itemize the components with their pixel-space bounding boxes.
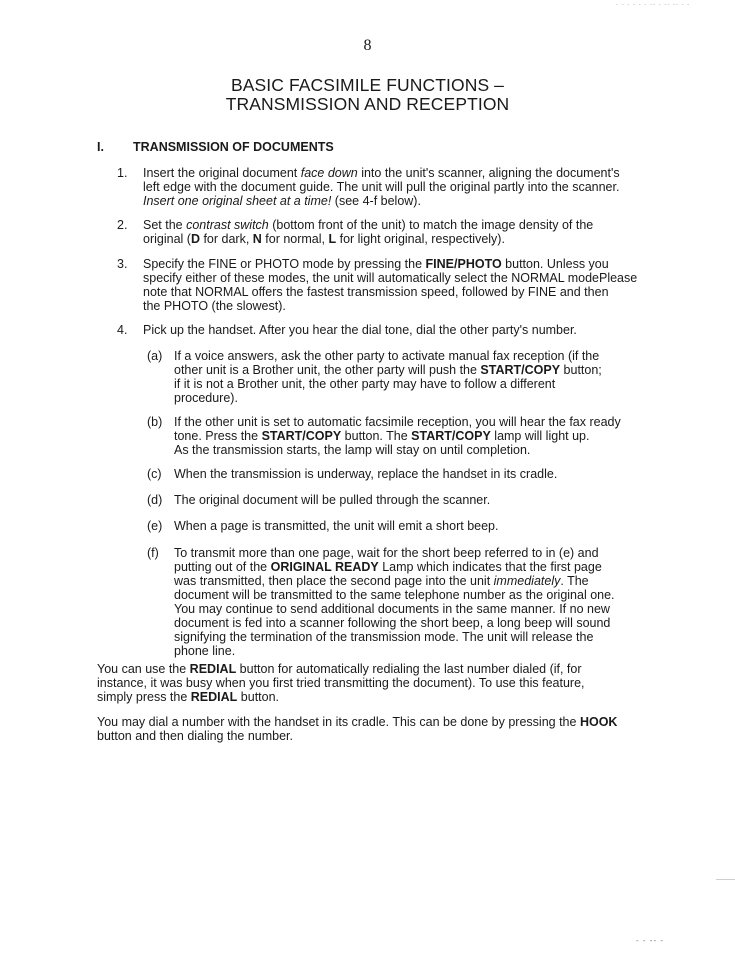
emphasis-text: face down — [300, 166, 358, 180]
bold-text: START/COPY — [480, 363, 561, 377]
bold-text: REDIAL — [189, 662, 237, 676]
text-line: button and then dialing the number. — [97, 729, 293, 743]
text-run: button for automatically redialing the last number dialed (if, for — [236, 662, 582, 676]
bottom-mark: - - -- - — [636, 936, 664, 945]
text-run: into the unit's scanner, aligning the document's — [357, 166, 620, 180]
emphasis-text: immediately — [493, 574, 561, 588]
text-line: the PHOTO (the slowest). — [143, 299, 286, 313]
bold-text: HOOK — [579, 715, 618, 729]
bold-text: FINE/PHOTO — [425, 257, 502, 271]
text-line: signifying the termination of the transmission mode. The unit will release the — [174, 630, 594, 644]
text-run: You can use the — [97, 662, 190, 676]
text-line: To transmit more than one page, wait for the short beep referred to in (e) and — [174, 546, 599, 560]
text-line: document will be transmitted to the same telephone number as the original one. — [174, 588, 615, 602]
substep-label: (e) — [147, 519, 163, 533]
step-text — [143, 166, 643, 208]
title-line-2: TRANSMISSION AND RECEPTION — [225, 94, 510, 114]
text-run: for normal, — [261, 232, 329, 246]
substep-label: (a) — [147, 349, 163, 363]
text-line: When the transmission is underway, replace the handset in its cradle. — [174, 467, 558, 481]
page-title — [0, 76, 735, 114]
text-run: Insert the original document — [143, 166, 301, 180]
text-run: for light original, respectively). — [336, 232, 505, 246]
step-number: 4. — [117, 323, 128, 337]
text-line: If a voice answers, ask the other party to activate manual fax reception (if the — [174, 349, 600, 363]
text-run: tone. Press the — [174, 429, 262, 443]
step-number: 1. — [117, 166, 128, 180]
text-line: If the other unit is set to automatic facsimile reception, you will hear the fax ready — [174, 415, 621, 429]
text-line: When a page is transmitted, the unit will emit a short beep. — [174, 519, 499, 533]
bold-text: START/COPY — [261, 429, 342, 443]
edge-mark — [716, 879, 735, 880]
text-line: if it is not a Brother unit, the other party may have to follow a different — [174, 377, 556, 391]
text-run: You may dial a number with the handset in its cradle. This can be done by pressing the — [97, 715, 580, 729]
text-run: button; — [560, 363, 602, 377]
bold-text: ORIGINAL READY — [270, 560, 379, 574]
redial-paragraph — [97, 662, 642, 704]
bold-text: START/COPY — [411, 429, 491, 443]
text-line: document is fed into a scanner following the short beep, a long beep will sound — [174, 616, 611, 630]
text-line: Pick up the handset. After you hear the dial tone, dial the other party's number. — [143, 323, 577, 337]
substep-text — [174, 349, 634, 405]
section-title: TRANSMISSION OF DOCUMENTS — [133, 140, 334, 154]
text-line: specify either of these modes, the unit will automatically select the NORMAL modePlease — [143, 271, 638, 285]
text-run: lamp will light up. — [490, 429, 590, 443]
text-line: note that NORMAL offers the fastest transmission speed, followed by FINE and then — [143, 285, 609, 299]
substep-label: (b) — [147, 415, 163, 429]
text-run: Specify the FINE or PHOTO mode by pressing the — [143, 257, 426, 271]
text-run: original ( — [143, 232, 191, 246]
hook-paragraph — [97, 715, 642, 743]
step-text — [143, 218, 643, 246]
section-number: I. — [97, 140, 104, 154]
bold-text: D — [190, 232, 200, 246]
text-run: simply press the — [97, 690, 191, 704]
bold-text: REDIAL — [190, 690, 238, 704]
text-run: was transmitted, then place the second page into the unit — [174, 574, 494, 588]
page-number: 8 — [363, 37, 372, 54]
emphasis-text: Insert one original sheet at a time! — [143, 194, 332, 208]
corner-mark: - - - - - - -- - -- -- - - — [616, 2, 691, 8]
step-text — [143, 257, 643, 313]
substep-text — [174, 546, 634, 658]
text-run: . The — [560, 574, 589, 588]
section-heading — [97, 140, 334, 154]
text-run: for dark, — [199, 232, 253, 246]
text-line: procedure). — [174, 391, 238, 405]
step-number: 2. — [117, 218, 128, 232]
substep-label: (f) — [147, 546, 159, 560]
text-run: (see 4-f below). — [331, 194, 421, 208]
substep-text — [174, 493, 634, 507]
text-line: As the transmission starts, the lamp will stay on until completion. — [174, 443, 531, 457]
substep-label: (d) — [147, 493, 163, 507]
text-line: You may continue to send additional documents in the same manner. If no new — [174, 602, 610, 616]
substep-label: (c) — [147, 467, 162, 481]
substep-text — [174, 467, 634, 481]
substep-text — [174, 415, 634, 457]
substep-text — [174, 519, 634, 533]
text-line: left edge with the document guide. The unit will pull the original partly into the scanner. — [143, 180, 620, 194]
text-run: button. The — [341, 429, 412, 443]
text-line: phone line. — [174, 644, 236, 658]
text-run: other unit is a Brother unit, the other party will push the — [174, 363, 481, 377]
step-number: 3. — [117, 257, 128, 271]
text-run: putting out of the — [174, 560, 271, 574]
step-text — [143, 323, 643, 337]
bold-text: N — [252, 232, 262, 246]
emphasis-text: contrast switch — [186, 218, 269, 232]
text-line: instance, it was busy when you first tried transmitting the document). To use this feature, — [97, 676, 585, 690]
bold-text: L — [328, 232, 337, 246]
title-line-1: BASIC FACSIMILE FUNCTIONS – — [230, 75, 505, 95]
text-run: Set the — [143, 218, 187, 232]
text-line: The original document will be pulled through the scanner. — [174, 493, 491, 507]
text-run: button. Unless you — [501, 257, 609, 271]
text-run: Lamp which indicates that the first page — [378, 560, 602, 574]
text-run: (bottom front of the unit) to match the image density of the — [268, 218, 594, 232]
text-run: button. — [237, 690, 280, 704]
